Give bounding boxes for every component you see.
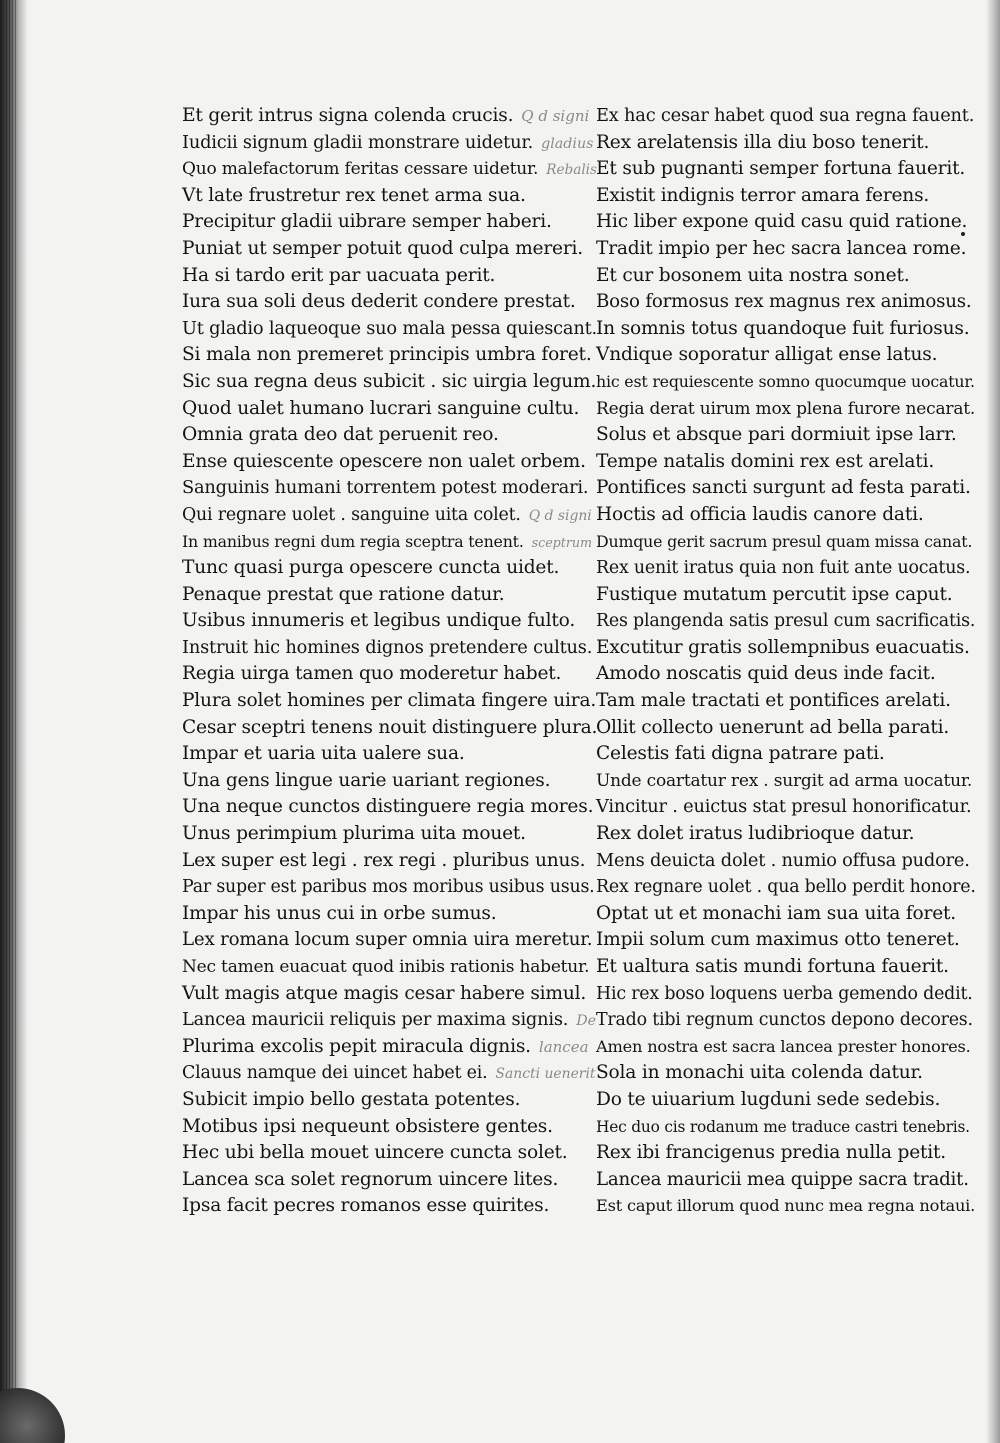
verse-text: Et cur bosonem uita nostra sonet.	[596, 264, 910, 286]
verse-text: Motibus ipsi nequeunt obsistere gentes.	[182, 1115, 553, 1137]
verse-text: Do te uiuarium lugduni sede sedebis.	[596, 1088, 941, 1110]
verse-text: Lex super est legi . rex regi . pluribus unus.	[182, 849, 586, 871]
verse-text: Amen nostra est sacra lancea prester honores.	[596, 1036, 971, 1056]
verse-text: Vt late frustretur rex tenet arma sua.	[182, 184, 526, 206]
verse-line	[596, 794, 976, 821]
verse-line	[182, 954, 597, 981]
verse-text: Tradit impio per hec sacra lancea rome.	[596, 237, 967, 259]
verse-text: Pontifices sancti surgunt ad festa parati.	[596, 477, 971, 499]
verse-text: Lancea mauricii reliquis per maxima signis.	[182, 1009, 569, 1031]
verse-line	[596, 1087, 976, 1114]
verse-line	[182, 316, 597, 343]
left-column	[182, 103, 597, 1220]
verse-line	[596, 582, 976, 609]
verse-line	[182, 1087, 597, 1114]
verse-line	[596, 263, 976, 290]
verse-text: Boso formosus rex magnus rex animosus.	[596, 291, 972, 313]
verse-text: Iudicii signum gladii monstrare uidetur.	[182, 131, 534, 153]
verse-text: Si mala non premeret principis umbra foret.	[182, 344, 592, 366]
verse-text: Rex dolet iratus ludibrioque datur.	[596, 823, 915, 845]
verse-line	[182, 608, 597, 635]
verse-text: Optat ut et monachi iam sua uita foret.	[596, 902, 956, 924]
verse-line	[596, 901, 976, 928]
verse-text: Vincitur . euictus stat presul honorificatur.	[596, 796, 972, 818]
verse-text: Ex hac cesar habet quod sua regna fauent.	[596, 105, 975, 126]
verse-text: Impar his unus cui in orbe sumus.	[182, 902, 497, 924]
verse-text: Impii solum cum maximus otto teneret.	[596, 929, 960, 951]
verse-line	[182, 156, 597, 183]
verse-text: Unde coartatur rex . surgit ad arma uocatur.	[596, 770, 973, 791]
verse-text: In manibus regni dum regia sceptra tenent.	[182, 531, 524, 551]
verse-text: Rex ibi francigenus predia nulla petit.	[596, 1142, 946, 1164]
margin-gloss: sceptrum	[531, 534, 592, 550]
verse-text: Regia uirga tamen quo moderetur habet.	[182, 663, 562, 685]
verse-line	[182, 263, 597, 290]
verse-line	[182, 768, 597, 795]
verse-line	[596, 848, 976, 875]
verse-line	[182, 848, 597, 875]
verse-line	[596, 555, 976, 582]
verse-text: In somnis totus quandoque fuit furiosus.	[596, 317, 970, 339]
verse-line	[596, 688, 976, 715]
verse-line	[182, 1140, 597, 1167]
verse-text: Lancea sca solet regnorum uincere lites.	[182, 1168, 559, 1190]
right-column	[596, 103, 976, 1220]
verse-line	[596, 156, 976, 183]
verse-line	[182, 529, 597, 556]
margin-gloss: Q d signi	[521, 107, 590, 125]
verse-line	[182, 1114, 597, 1141]
verse-line	[182, 1007, 597, 1034]
verse-line	[596, 289, 976, 316]
verse-text: Clauus namque dei uincet habet ei.	[182, 1063, 488, 1084]
verse-line	[182, 582, 597, 609]
verse-line	[182, 209, 597, 236]
verse-line	[182, 927, 597, 954]
verse-line	[596, 1007, 976, 1034]
verse-line	[182, 821, 597, 848]
verse-line	[596, 768, 976, 795]
verse-text: Solus et absque pari dormiuit ipse larr.	[596, 424, 957, 446]
verse-text: Omnia grata deo dat peruenit reo.	[182, 424, 499, 446]
verse-text: Una gens lingue uarie uariant regiones.	[182, 769, 551, 791]
verse-text: Impar et uaria uita ualere sua.	[182, 743, 465, 765]
verse-text: Res plangenda satis presul cum sacrificatis.	[596, 611, 976, 632]
verse-text: Usibus innumeris et legibus undique fulto.	[182, 610, 576, 632]
verse-text: Hic rex boso loquens uerba gemendo dedit.	[596, 983, 973, 1004]
verse-line	[596, 369, 976, 396]
verse-text: Puniat ut semper potuit quod culpa mereri.	[182, 237, 583, 259]
verse-line	[182, 1193, 597, 1220]
verse-line	[182, 369, 597, 396]
verse-text: Hec ubi bella mouet uincere cuncta solet.	[182, 1142, 568, 1164]
verse-text: Ense quiescente opescere non ualet orbem.	[182, 450, 586, 472]
verse-text: Quo malefactorum feritas cessare uidetur.	[182, 159, 539, 180]
verse-text: Celestis fati digna patrare pati.	[596, 743, 885, 765]
verse-line	[596, 183, 976, 210]
verse-line	[182, 635, 597, 662]
verse-line	[596, 449, 976, 476]
verse-line	[182, 688, 597, 715]
margin-gloss: Sancti uenerit	[495, 1066, 596, 1083]
verse-text: Ut gladio laqueoque suo mala pessa quiescant.	[182, 317, 597, 339]
verse-line	[596, 741, 976, 768]
verse-line	[182, 874, 597, 901]
verse-text: Par super est paribus mos moribus usibus usus.	[182, 877, 595, 898]
verse-text: Fustique mutatum percutit ipse caput.	[596, 583, 953, 605]
margin-gloss: Rebalis	[546, 162, 597, 179]
verse-text: Sic sua regna deus subicit . sic uirgia legum.	[182, 370, 597, 392]
verse-text: Ha si tardo erit par uacuata perit.	[182, 264, 496, 286]
verse-line	[596, 209, 976, 236]
verse-text: Mens deuicta dolet . numio offusa pudore.	[596, 849, 970, 871]
verse-text: Sanguinis humani torrentem potest moderari.	[182, 477, 589, 499]
verse-line	[596, 396, 976, 423]
verse-text: Cesar sceptri tenens nouit distinguere plura.	[182, 716, 598, 738]
verse-line	[182, 475, 597, 502]
verse-line	[596, 103, 976, 130]
verse-line	[182, 741, 597, 768]
verse-text: Precipitur gladii uibrare semper haberi.	[182, 211, 552, 233]
verse-text: Excutitur gratis sollempnibus euacuatis.	[596, 636, 970, 658]
verse-line	[182, 901, 597, 928]
page-right-edge	[986, 0, 1000, 1443]
verse-line	[596, 422, 976, 449]
verse-line	[596, 502, 976, 529]
verse-text: Una neque cunctos distinguere regia mores.	[182, 796, 594, 818]
verse-text: Penaque prestat que ratione datur.	[182, 583, 505, 605]
verse-text: Rex regnare uolet . qua bello perdit honore.	[596, 877, 976, 898]
verse-line	[182, 183, 597, 210]
verse-line	[596, 1034, 976, 1061]
verse-text: Tunc quasi purga opescere cuncta uidet.	[182, 557, 560, 579]
verse-text: Iura sua soli deus dederit condere prestat.	[182, 291, 576, 313]
verse-line	[182, 103, 597, 130]
verse-text: Ipsa facit pecres romanos esse quirites.	[182, 1195, 550, 1217]
verse-line	[596, 475, 976, 502]
verse-line	[596, 529, 976, 556]
verse-text: Dumque gerit sacrum presul quam missa canat.	[596, 531, 973, 551]
thumb-shadow	[0, 1388, 65, 1443]
verse-line	[182, 342, 597, 369]
verse-text: Et sub pugnanti semper fortuna fauerit.	[596, 158, 966, 180]
verse-text: Quod ualet humano lucrari sanguine cultu.	[182, 397, 580, 419]
verse-line	[596, 954, 976, 981]
verse-text: Tam male tractati et pontifices arelati.	[596, 690, 951, 712]
verse-text: Hoctis ad officia laudis canore dati.	[596, 503, 924, 525]
verse-text: Vndique soporatur alligat ense latus.	[596, 344, 938, 366]
verse-line	[596, 981, 976, 1008]
verse-text: Amodo noscatis quid deus inde facit.	[596, 663, 936, 685]
verse-line	[596, 608, 976, 635]
verse-text: Instruit hic homines dignos pretendere cultus.	[182, 636, 593, 658]
verse-text: Hic liber expone quid casu quid ratione.	[596, 211, 968, 233]
verse-line	[596, 1193, 976, 1220]
verse-line	[182, 289, 597, 316]
verse-text: Plura solet homines per climata fingere uira.	[182, 690, 597, 712]
verse-text: Tempe natalis domini rex est arelati.	[596, 450, 935, 472]
verse-line	[182, 981, 597, 1008]
verse-line	[182, 661, 597, 688]
verse-text: Plurima excolis pepit miracula dignis.	[182, 1035, 531, 1057]
verse-line	[596, 715, 976, 742]
verse-line	[596, 927, 976, 954]
verse-text: Lancea mauricii mea quippe sacra tradit.	[596, 1168, 969, 1190]
verse-line	[182, 422, 597, 449]
verse-text: Unus perimpium plurima uita mouet.	[182, 823, 526, 845]
verse-line	[182, 130, 597, 157]
verse-line	[596, 661, 976, 688]
verse-text: Existit indignis terror amara ferens.	[596, 184, 930, 206]
verse-line	[596, 236, 976, 263]
verse-text: Sola in monachi uita colenda datur.	[596, 1062, 923, 1084]
verse-line	[182, 1167, 597, 1194]
verse-line	[596, 1167, 976, 1194]
verse-text: Hec duo cis rodanum me traduce castri tenebris.	[596, 1117, 970, 1136]
page-edges	[6, 0, 16, 1443]
verse-text: Lex romana locum super omnia uira meretur.	[182, 929, 593, 951]
margin-gloss: Q d signi	[528, 507, 592, 524]
verse-text: Et gerit intrus signa colenda crucis.	[182, 105, 514, 126]
margin-gloss: gladius	[541, 135, 594, 152]
verse-line	[182, 236, 597, 263]
margin-gloss: lancea	[538, 1037, 589, 1056]
verse-text: Subicit impio bello gestata potentes.	[182, 1088, 521, 1110]
verse-line	[596, 130, 976, 157]
verse-text: Rex arelatensis illa diu boso tenerit.	[596, 131, 930, 153]
verse-line	[182, 1060, 597, 1087]
verse-line	[596, 1114, 976, 1141]
verse-text: Et ualtura satis mundi fortuna fauerit.	[596, 956, 949, 977]
verse-text: Est caput illorum quod nunc mea regna notaui.	[596, 1196, 976, 1216]
verse-line	[182, 502, 597, 529]
verse-text: Trado tibi regnum cunctos depono decores.	[596, 1010, 973, 1031]
verse-text: Regia derat uirum mox plena furore necarat.	[596, 398, 976, 419]
verse-text: Rex uenit iratus quia non fuit ante uocatus.	[596, 558, 971, 579]
verse-text: hic est requiescente somno quocumque uocatur.	[596, 371, 975, 391]
verse-line	[182, 555, 597, 582]
verse-line	[596, 874, 976, 901]
verse-text: Qui regnare uolet . sanguine uita colet.	[182, 504, 521, 525]
verse-line	[596, 1060, 976, 1087]
verse-text: Nec tamen euacuat quod inibis rationis habetur.	[182, 957, 590, 977]
verse-line	[596, 635, 976, 662]
verse-text: Ollit collecto uenerunt ad bella parati.	[596, 716, 950, 738]
verse-line	[182, 715, 597, 742]
verse-line	[182, 396, 597, 423]
verse-line	[182, 794, 597, 821]
verse-line	[182, 1034, 597, 1061]
verse-line	[596, 821, 976, 848]
verse-line	[596, 342, 976, 369]
verse-text: Vult magis atque magis cesar habere simul.	[182, 982, 587, 1004]
verse-line	[182, 449, 597, 476]
verse-line	[596, 316, 976, 343]
margin-gloss: De	[576, 1013, 597, 1030]
verse-line	[596, 1140, 976, 1167]
